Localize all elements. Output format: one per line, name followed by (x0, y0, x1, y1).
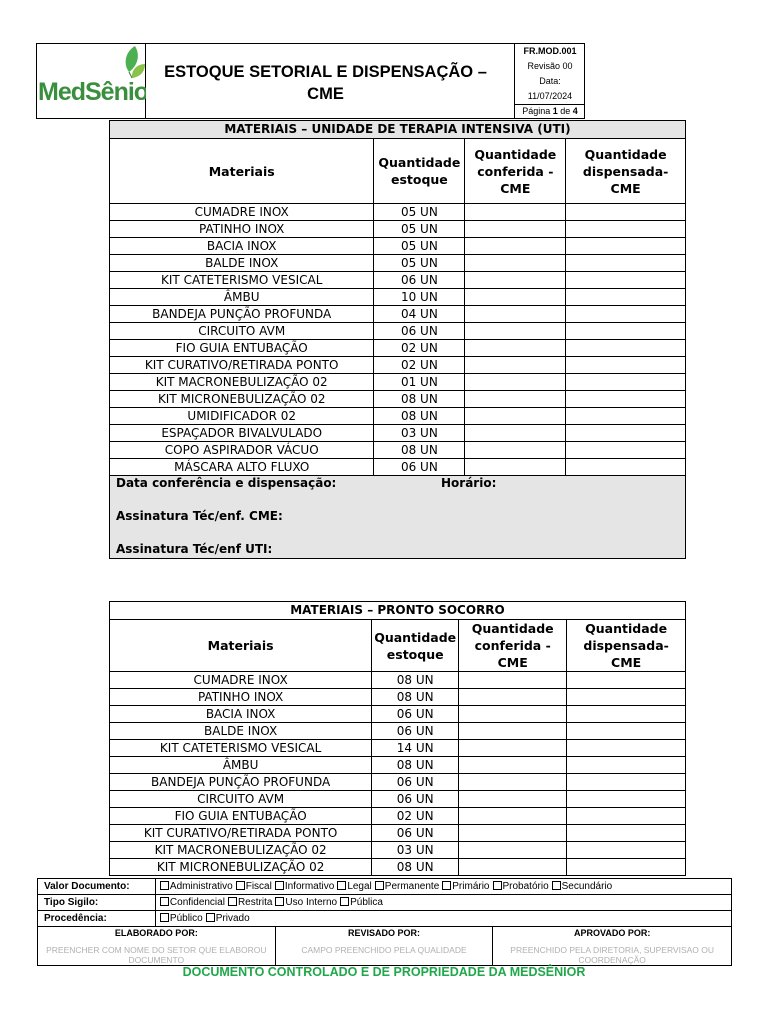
checkbox-icon[interactable] (228, 897, 237, 906)
dispensed-qty-cell[interactable] (567, 859, 686, 876)
checked-qty-cell[interactable] (459, 859, 567, 876)
material-name: FIO GUIA ENTUBAÇÃO (110, 808, 372, 825)
dispensed-qty-cell[interactable] (566, 255, 686, 272)
medsenior-logo (37, 44, 146, 118)
checked-qty-cell[interactable] (465, 374, 566, 391)
dispensed-qty-cell[interactable] (567, 791, 686, 808)
dispensed-qty-cell[interactable] (566, 306, 686, 323)
checkbox-option[interactable] (442, 881, 489, 892)
material-name: KIT CATETERISMO VESICAL (110, 740, 372, 757)
col-stock-qty: Quantidade estoque (372, 620, 459, 672)
checkbox-icon[interactable] (160, 881, 169, 890)
checked-qty-cell[interactable] (459, 808, 567, 825)
material-name: UMIDIFICADOR 02 (110, 408, 374, 425)
material-name: BACIA INOX (110, 238, 374, 255)
valor-documento-options (155, 879, 731, 895)
date-label: Data: (539, 76, 561, 86)
dispensed-qty-cell[interactable] (567, 825, 686, 842)
elaborado-label: ELABORADO POR: (114, 928, 198, 938)
checked-qty-cell[interactable] (459, 689, 567, 706)
checkbox-icon[interactable] (493, 881, 502, 890)
checkbox-option[interactable] (552, 881, 613, 892)
checkbox-option[interactable] (375, 881, 439, 892)
valor-documento-label: Valor Documento: (38, 879, 156, 895)
table-row (110, 425, 686, 442)
checkbox-label: Probatório (502, 881, 549, 892)
stock-qty: 08 UN (372, 672, 459, 689)
sign-cme-label: Assinatura Téc/enf. CME: (116, 509, 283, 523)
dispensed-qty-cell[interactable] (566, 238, 686, 255)
stock-qty: 03 UN (372, 842, 459, 859)
material-name: COPO ASPIRADOR VÁCUO (110, 442, 374, 459)
dispensed-qty-cell[interactable] (567, 757, 686, 774)
dispensed-qty-cell[interactable] (566, 289, 686, 306)
stock-qty: 06 UN (374, 459, 465, 476)
dispensed-qty-cell[interactable] (566, 374, 686, 391)
revisado-label: REVISADO POR: (347, 928, 420, 938)
material-name: KIT CATETERISMO VESICAL (110, 272, 374, 289)
stock-qty: 08 UN (374, 391, 465, 408)
checked-qty-cell[interactable] (465, 391, 566, 408)
checkbox-label: Legal (347, 881, 372, 892)
dispensed-qty-cell[interactable] (566, 357, 686, 374)
checkbox-label: Permanente (384, 881, 440, 892)
stock-qty: 05 UN (374, 204, 465, 221)
dispensed-qty-cell[interactable] (566, 272, 686, 289)
checkbox-icon[interactable] (275, 897, 284, 906)
checkbox-label: Primário (452, 881, 490, 892)
stock-qty: 03 UN (374, 425, 465, 442)
table-row (110, 825, 686, 842)
table-row (110, 357, 686, 374)
checked-qty-cell[interactable] (459, 774, 567, 791)
checkbox-icon[interactable] (275, 881, 284, 890)
revisado-cell (275, 927, 493, 966)
revision: Revisão 00 (527, 61, 573, 71)
material-name: CIRCUITO AVM (110, 791, 372, 808)
material-name: BALDE INOX (110, 255, 374, 272)
table-row (110, 791, 686, 808)
dispensed-qty-cell[interactable] (567, 774, 686, 791)
checkbox-label: Confidencial (169, 897, 225, 908)
stock-qty: 06 UN (374, 323, 465, 340)
checkbox-icon[interactable] (337, 881, 346, 890)
table-row (110, 740, 686, 757)
stock-qty: 02 UN (374, 340, 465, 357)
material-name: KIT MACRONEBULIZAÇÃO 02 (110, 842, 372, 859)
material-name: KIT CURATIVO/RETIRADA PONTO (110, 357, 374, 374)
material-name: MÁSCARA ALTO FLUXO (110, 459, 374, 476)
table-row (110, 340, 686, 357)
table-row (110, 221, 686, 238)
dispensed-qty-cell[interactable] (567, 842, 686, 859)
stock-qty: 08 UN (372, 757, 459, 774)
table-row (110, 459, 686, 476)
tipo-sigilo-label: Tipo Sigilo: (38, 895, 156, 911)
stock-qty: 02 UN (374, 357, 465, 374)
checkbox-option[interactable] (337, 881, 371, 892)
material-name: PATINHO INOX (110, 221, 374, 238)
checkbox-option[interactable] (160, 881, 233, 892)
checked-qty-cell[interactable] (459, 791, 567, 808)
time-label: Horário: (441, 476, 497, 490)
date-check-label: Data conferência e dispensação: (116, 476, 337, 490)
checkbox-option[interactable] (228, 897, 272, 908)
elaborado-placeholder: PREENCHER COM NOME DO SETOR QUE ELABOROU DOCUMENTO (46, 945, 267, 965)
material-name: BACIA INOX (110, 706, 372, 723)
uti-table-caption: MATERIAIS – UNIDADE DE TERAPIA INTENSIVA (UTI) (110, 121, 686, 139)
checkbox-option[interactable] (236, 881, 272, 892)
checkbox-icon[interactable] (442, 881, 451, 890)
table-row (110, 774, 686, 791)
svg-text:MedSênior: MedSênior (38, 78, 146, 106)
dispensed-qty-cell[interactable] (567, 706, 686, 723)
dispensed-qty-cell[interactable] (566, 408, 686, 425)
material-name: BALDE INOX (110, 723, 372, 740)
checkbox-option[interactable] (275, 897, 337, 908)
checked-qty-cell[interactable] (465, 340, 566, 357)
checked-qty-cell[interactable] (465, 204, 566, 221)
stock-qty: 08 UN (374, 408, 465, 425)
table-row (110, 391, 686, 408)
checkbox-icon[interactable] (160, 897, 169, 906)
dispensed-qty-cell[interactable] (566, 425, 686, 442)
checkbox-label: Uso Interno (285, 897, 338, 908)
checkbox-icon[interactable] (206, 913, 215, 922)
table-row (110, 842, 686, 859)
dispensed-qty-cell[interactable] (566, 204, 686, 221)
dispensed-qty-cell[interactable] (567, 740, 686, 757)
checkbox-label: Informativo (284, 881, 335, 892)
date-value: 11/07/2024 (527, 91, 573, 101)
dispensed-qty-cell[interactable] (566, 391, 686, 408)
sign-uti-label: Assinatura Téc/enf UTI: (116, 542, 273, 556)
checked-qty-cell[interactable] (465, 459, 566, 476)
material-name: PATINHO INOX (110, 689, 372, 706)
table-row (110, 408, 686, 425)
dispensed-qty-cell[interactable] (567, 723, 686, 740)
material-name: FIO GUIA ENTUBAÇÃO (110, 340, 374, 357)
table-row (110, 706, 686, 723)
table-row (110, 723, 686, 740)
table-row (110, 255, 686, 272)
material-name: CIRCUITO AVM (110, 323, 374, 340)
material-name: ÂMBU (110, 757, 372, 774)
col-dispensed-qty: Quantidade dispensada- CME (567, 620, 686, 672)
checkbox-label: Administrativo (169, 881, 233, 892)
dispensed-qty-cell[interactable] (566, 459, 686, 476)
stock-qty: 06 UN (372, 774, 459, 791)
checkbox-label: Privado (215, 913, 250, 924)
checked-qty-cell[interactable] (465, 255, 566, 272)
checkbox-icon[interactable] (552, 881, 561, 890)
dispensed-qty-cell[interactable] (566, 221, 686, 238)
table-row (110, 204, 686, 221)
stock-qty: 02 UN (372, 808, 459, 825)
stock-qty: 05 UN (374, 238, 465, 255)
stock-qty: 08 UN (374, 442, 465, 459)
checkbox-option[interactable] (340, 897, 383, 908)
table-row (110, 374, 686, 391)
stock-qty: 06 UN (374, 272, 465, 289)
table-row (110, 672, 686, 689)
checkbox-label: Restrita (237, 897, 273, 908)
document-code: FR.MOD.001 (523, 46, 577, 56)
material-name: BANDEJA PUNÇÃO PROFUNDA (110, 306, 374, 323)
checkbox-label: Pública (350, 897, 383, 908)
checked-qty-cell[interactable] (459, 672, 567, 689)
dispensed-qty-cell[interactable] (567, 672, 686, 689)
col-checked-qty: Quantidade conferida - CME (459, 620, 567, 672)
stock-qty: 05 UN (374, 255, 465, 272)
material-name: ESPAÇADOR BIVALVULADO (110, 425, 374, 442)
document-control-box (37, 878, 732, 966)
elaborado-cell (38, 927, 276, 966)
revisado-placeholder: CAMPO PREENCHIDO PELA QUALIDADE (301, 945, 467, 955)
dispensed-qty-cell[interactable] (567, 689, 686, 706)
checkbox-icon[interactable] (160, 913, 169, 922)
uti-materials-table (109, 120, 686, 559)
aprovado-placeholder: PREENCHIDO PELA DIRETORIA, SUPERVISAO OU COORDENAÇÃO (510, 945, 715, 965)
checkbox-option[interactable] (160, 897, 225, 908)
checkbox-icon[interactable] (236, 881, 245, 890)
checkbox-label: Secundário (561, 881, 613, 892)
procedencia-options (155, 911, 731, 927)
checked-qty-cell[interactable] (465, 323, 566, 340)
table-row (110, 442, 686, 459)
stock-qty: 06 UN (372, 723, 459, 740)
stock-qty: 06 UN (372, 825, 459, 842)
material-name: KIT MACRONEBULIZAÇÃO 02 (110, 374, 374, 391)
material-name: KIT CURATIVO/RETIRADA PONTO (110, 825, 372, 842)
checked-qty-cell[interactable] (459, 723, 567, 740)
dispensed-qty-cell[interactable] (566, 323, 686, 340)
table-row (110, 808, 686, 825)
checkbox-option[interactable] (493, 881, 549, 892)
checkbox-label: Fiscal (245, 881, 272, 892)
checked-qty-cell[interactable] (459, 740, 567, 757)
document-title: ESTOQUE SETORIAL E DISPENSAÇÃO – CME (164, 63, 487, 103)
checked-qty-cell[interactable] (459, 757, 567, 774)
tipo-sigilo-options (155, 895, 731, 911)
controlled-document-note: DOCUMENTO CONTROLADO E DE PROPRIEDADE DA MEDSÊNIOR (182, 965, 586, 979)
table-row (110, 272, 686, 289)
dispensed-qty-cell[interactable] (566, 340, 686, 357)
stock-qty: 10 UN (374, 289, 465, 306)
checked-qty-cell[interactable] (459, 842, 567, 859)
checkbox-option[interactable] (206, 913, 250, 924)
table-row (110, 238, 686, 255)
checked-qty-cell[interactable] (465, 357, 566, 374)
stock-qty: 06 UN (372, 706, 459, 723)
col-materials: Materiais (110, 139, 374, 204)
checkbox-label: Público (169, 913, 203, 924)
checkbox-option[interactable] (160, 913, 203, 924)
checked-qty-cell[interactable] (465, 442, 566, 459)
aprovado-cell (493, 927, 732, 966)
stock-qty: 08 UN (372, 859, 459, 876)
material-name: CUMADRE INOX (110, 672, 372, 689)
material-name: CUMADRE INOX (110, 204, 374, 221)
table-row (110, 859, 686, 876)
col-dispensed-qty: Quantidade dispensada- CME (566, 139, 686, 204)
table-row (110, 757, 686, 774)
checked-qty-cell[interactable] (465, 272, 566, 289)
stock-qty: 01 UN (374, 374, 465, 391)
checkbox-icon[interactable] (340, 897, 349, 906)
checked-qty-cell[interactable] (465, 306, 566, 323)
checked-qty-cell[interactable] (465, 425, 566, 442)
stock-qty: 08 UN (372, 689, 459, 706)
checkbox-option[interactable] (275, 881, 334, 892)
document-header (36, 43, 585, 119)
table-row (110, 323, 686, 340)
procedencia-label: Procedência: (38, 911, 156, 927)
aprovado-label: APROVADO POR: (573, 928, 651, 938)
dispensed-qty-cell[interactable] (566, 442, 686, 459)
checked-qty-cell[interactable] (465, 238, 566, 255)
stock-qty: 06 UN (372, 791, 459, 808)
col-checked-qty: Quantidade conferida - CME (465, 139, 566, 204)
ps-materials-table (109, 601, 686, 876)
checkbox-icon[interactable] (375, 881, 384, 890)
stock-qty: 14 UN (372, 740, 459, 757)
document-meta (514, 44, 585, 118)
page-indicator: Página 1 de 4 (515, 104, 585, 118)
checked-qty-cell[interactable] (465, 289, 566, 306)
checked-qty-cell[interactable] (465, 221, 566, 238)
checked-qty-cell[interactable] (459, 825, 567, 842)
checked-qty-cell[interactable] (459, 706, 567, 723)
dispensed-qty-cell[interactable] (567, 808, 686, 825)
uti-signature-block (110, 476, 686, 559)
stock-qty: 04 UN (374, 306, 465, 323)
material-name: KIT MICRONEBULIZAÇÃO 02 (110, 391, 374, 408)
col-stock-qty: Quantidade estoque (374, 139, 465, 204)
material-name: BANDEJA PUNÇÃO PROFUNDA (110, 774, 372, 791)
stock-qty: 05 UN (374, 221, 465, 238)
table-row (110, 289, 686, 306)
col-materials: Materiais (110, 620, 372, 672)
checked-qty-cell[interactable] (465, 408, 566, 425)
ps-table-caption: MATERIAIS – PRONTO SOCORRO (110, 602, 686, 620)
table-row (110, 306, 686, 323)
table-row (110, 689, 686, 706)
material-name: ÂMBU (110, 289, 374, 306)
logo-leaf-icon (37, 44, 146, 118)
material-name: KIT MICRONEBULIZAÇÃO 02 (110, 859, 372, 876)
